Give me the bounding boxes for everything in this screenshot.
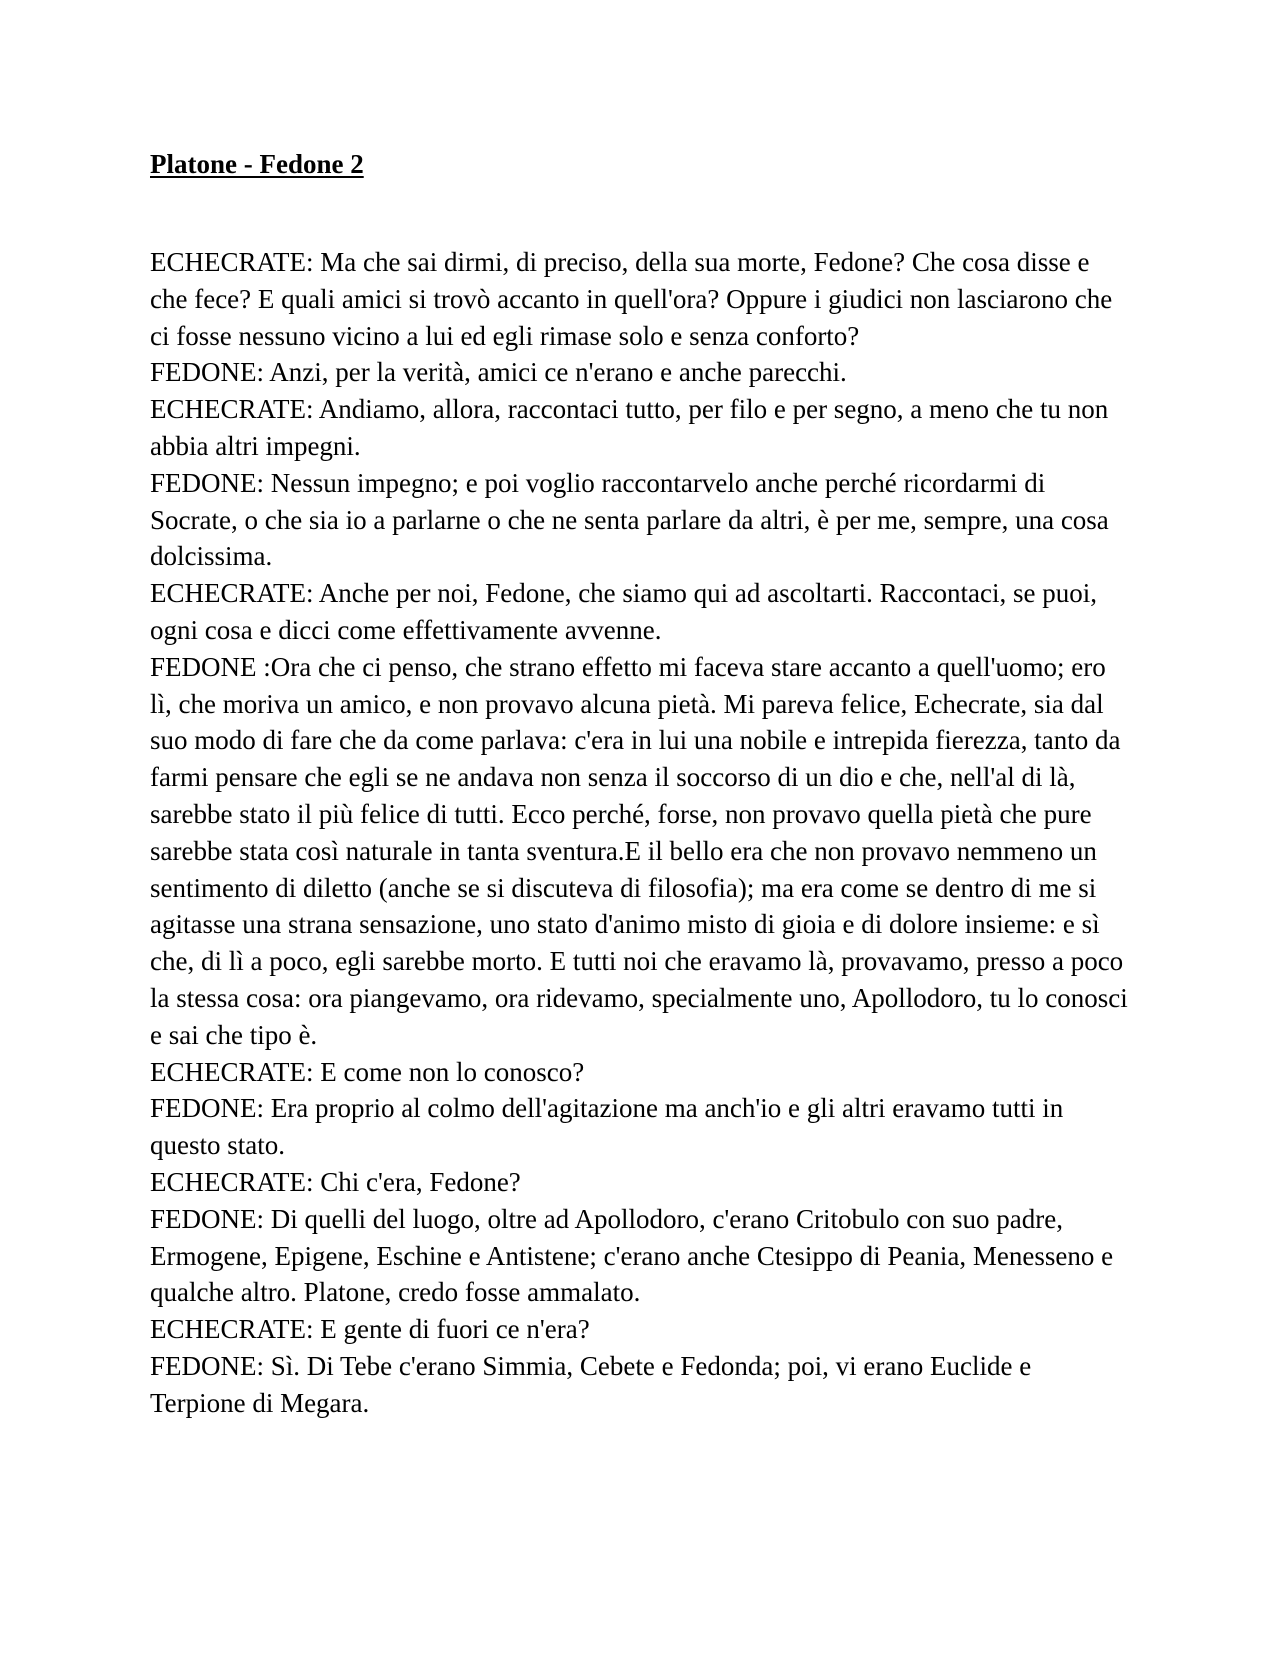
paragraph: ECHECRATE: E come non lo conosco? xyxy=(150,1056,585,1087)
paragraph: ECHECRATE: Ma che sai dirmi, di preciso, della sua morte, Fedone? Che cosa disse e che fece? E quali amici si trovò accanto in quell'ora? Oppure i giudici non lasciarono che ci fosse nessuno vicino a lui ed egli rimase solo e senza conforto? xyxy=(150,247,1113,351)
paragraph: FEDONE: Sì. Di Tebe c'erano Simmia, Cebete e Fedonda; poi, vi erano Euclide e Terpione di Megara. xyxy=(150,1350,1032,1418)
paragraph: FEDONE: Anzi, per la verità, amici ce n'erano e anche parecchi. xyxy=(150,357,847,388)
paragraph: ECHECRATE: Anche per noi, Fedone, che siamo qui ad ascoltarti. Raccontaci, se puoi, ogni cosa e dicci come effettivamente avvenne. xyxy=(150,578,1098,645)
paragraph: ECHECRATE: E gente di fuori ce n'era? xyxy=(150,1314,590,1345)
paragraph: ECHECRATE: Chi c'era, Fedone? xyxy=(150,1166,521,1197)
paragraph: FEDONE :Ora che ci penso, che strano effetto mi faceva stare accanto a quell'uomo; ero lì, che moriva un amico, e non provavo alcuna pietà. Mi pareva felice, Echecrate, sia dal suo modo di fare che da come parlava: c'era in lui una nobile e intrepida fierezza, tanto da farmi pensare che egli se ne andava non senza il soccorso di un dio e che, nell'al di là, sarebbe stato il più felice di tutti. Ecco perché, forse, non provavo quella pietà che pure sarebbe stata così naturale in tanta sventura.E il bello era che non provavo nemmeno un sentimento di diletto (anche se si discuteva di filosofia); ma era come se dentro di me si agitasse una strana sensazione, uno stato d'animo misto di gioia e di dolore insieme: e sì che, di lì a poco, egli sarebbe morto. E tutti noi che eravamo là, provavamo, presso a poco la stessa cosa: ora piangevamo, ora ridevamo, specialmente uno, Apollodoro, tu lo conosci e sai che tipo è. xyxy=(150,651,1128,1050)
paragraph: ECHECRATE: Andiamo, allora, raccontaci tutto, per filo e per segno, a meno che tu non abbia altri impegni. xyxy=(150,394,1109,461)
paragraph: FEDONE: Di quelli del luogo, oltre ad Apollodoro, c'erano Critobulo con suo padre, Ermogene, Epigene, Eschine e Antistene; c'erano anche Ctesippo di Peania, Menesseno e qualche altro. Platone, credo fosse ammalato. xyxy=(150,1203,1114,1308)
paragraph: FEDONE: Era proprio al colmo dell'agitazione ma anch'io e gli altri eravamo tutti in questo stato. xyxy=(150,1093,1064,1161)
document-body xyxy=(150,244,1130,1422)
paragraph: FEDONE: Nessun impegno; e poi voglio raccontarvelo anche perché ricordarmi di Socrate, o che sia io a parlarne o che ne senta parlare da altri, è per me, sempre, una cosa dolcissima. xyxy=(150,467,1109,572)
page-title: Platone - Fedone 2 xyxy=(150,149,364,179)
